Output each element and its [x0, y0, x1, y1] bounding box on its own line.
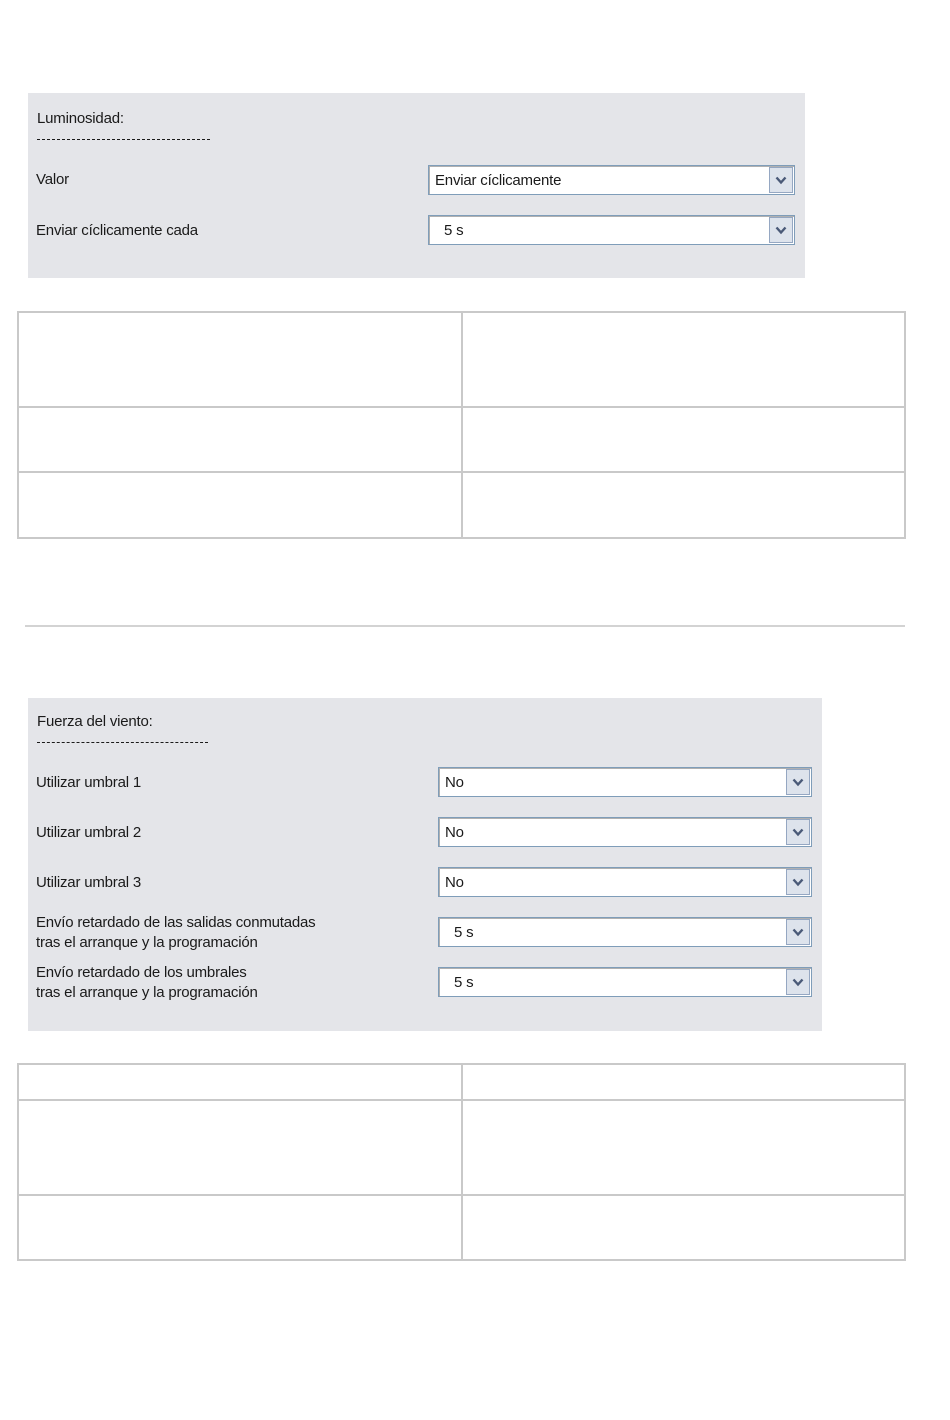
table-cell: [462, 407, 905, 472]
envio-retardado-salidas-value: 5 s: [454, 924, 474, 941]
viento-panel: [28, 698, 822, 1031]
enviar-ciclicamente-cada-label: Enviar cíclicamente cada: [36, 222, 198, 239]
umbral-1-value: No: [445, 774, 464, 791]
table-cell: [462, 472, 905, 538]
valor-label: Valor: [36, 171, 69, 188]
umbral-1-label: Utilizar umbral 1: [36, 774, 141, 791]
umbral-3-select[interactable]: [438, 867, 812, 897]
viento-title: Fuerza del viento:: [37, 713, 153, 730]
table-cell: [18, 1195, 462, 1260]
table-row: [18, 472, 905, 538]
envio-retardado-umbrales-line-2: tras el arranque y la programación: [36, 984, 258, 1001]
chevron-down-icon[interactable]: [786, 919, 810, 945]
chevron-down-icon[interactable]: [786, 819, 810, 845]
valor-select-value: Enviar cíclicamente: [435, 172, 562, 189]
chevron-down-icon[interactable]: [786, 969, 810, 995]
table-row: [18, 312, 905, 407]
title-underline: [37, 742, 208, 743]
envio-retardado-salidas-label: [36, 913, 315, 953]
parameter-table-1: [17, 311, 906, 539]
table-cell: [18, 1064, 462, 1100]
umbral-3-value: No: [445, 874, 464, 891]
enviar-ciclicamente-cada-select[interactable]: [428, 215, 795, 245]
table-cell: [18, 407, 462, 472]
table-cell: [18, 1100, 462, 1195]
table-cell: [462, 1064, 905, 1100]
umbral-1-select[interactable]: [438, 767, 812, 797]
title-underline: [37, 139, 210, 140]
envio-retardado-salidas-line-2: tras el arranque y la programación: [36, 934, 258, 951]
table-row: [18, 407, 905, 472]
chevron-down-icon[interactable]: [786, 769, 810, 795]
envio-retardado-salidas-select[interactable]: [438, 917, 812, 947]
envio-retardado-umbrales-select[interactable]: [438, 967, 812, 997]
table-cell: [462, 312, 905, 407]
table-cell: [462, 1195, 905, 1260]
envio-retardado-umbrales-line-1: Envío retardado de los umbrales: [36, 964, 247, 981]
table-row: [18, 1100, 905, 1195]
chevron-down-icon[interactable]: [769, 167, 793, 193]
umbral-2-value: No: [445, 824, 464, 841]
table-row: [18, 1195, 905, 1260]
umbral-2-select[interactable]: [438, 817, 812, 847]
table-cell: [18, 312, 462, 407]
luminosidad-title: Luminosidad:: [37, 110, 124, 127]
enviar-ciclicamente-cada-value: 5 s: [444, 222, 464, 239]
parameter-table-2: [17, 1063, 906, 1261]
table-cell: [462, 1100, 905, 1195]
section-divider: [25, 625, 905, 627]
umbral-3-label: Utilizar umbral 3: [36, 874, 141, 891]
envio-retardado-umbrales-value: 5 s: [454, 974, 474, 991]
chevron-down-icon[interactable]: [786, 869, 810, 895]
valor-select[interactable]: [428, 165, 795, 195]
chevron-down-icon[interactable]: [769, 217, 793, 243]
envio-retardado-umbrales-label: [36, 963, 258, 1003]
envio-retardado-salidas-line-1: Envío retardado de las salidas conmutadas: [36, 914, 316, 931]
umbral-2-label: Utilizar umbral 2: [36, 824, 141, 841]
table-cell: [18, 472, 462, 538]
table-row: [18, 1064, 905, 1100]
luminosidad-panel: [28, 93, 805, 278]
